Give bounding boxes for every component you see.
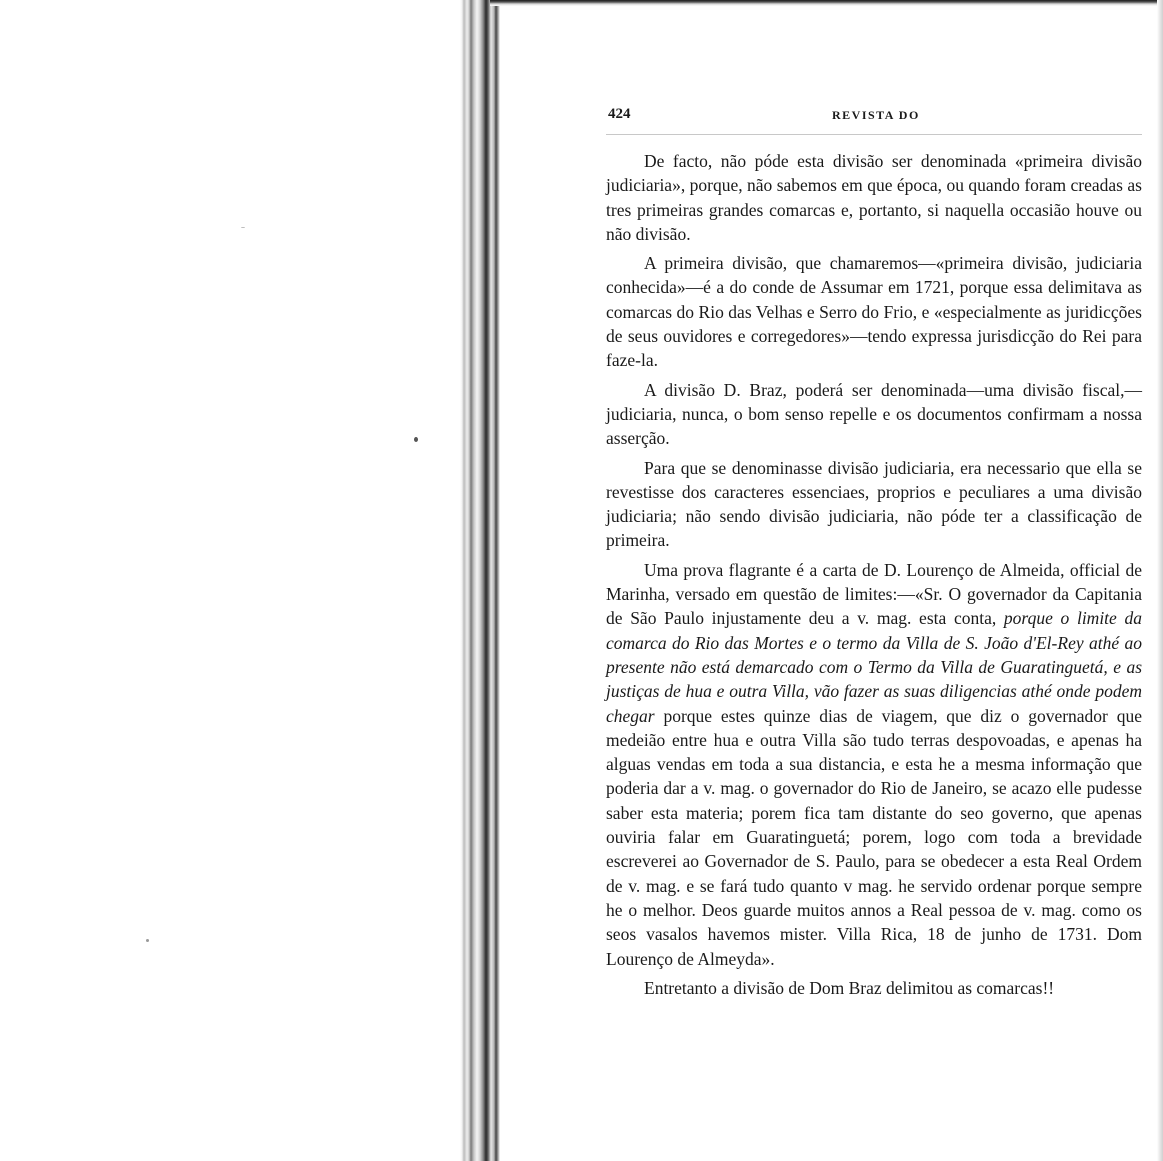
book-gutter [460,0,500,1161]
page-top-edge [490,0,1163,6]
running-head [606,100,1142,135]
page-number: 424 [608,106,631,122]
paragraph [606,976,1142,1000]
text-segment: De facto, não póde esta divisão ser denominada «primeira divisão judiciaria», porque, não sabemos em que época, ou quando foram creadas as tres primeiras grandes comarcas e, portanto, si naquella occasião houve ou não divisão. [606,151,1142,244]
scan-speck [146,939,149,942]
body-text [606,149,1142,1000]
scan-speck [414,437,418,442]
page-right-edge [1157,0,1163,1161]
text-segment: A divisão D. Braz, poderá ser denominada—uma divisão fiscal,—judiciaria, nunca, o bom senso repelle e os documentos confirmam a nossa asserção. [606,379,1142,449]
italic-quote-segment: porque o limite da comarca do Rio das Mortes e o termo da Villa de S. João d'El-Rey athé ao presente não está demarcado com o Termo da Villa de Guaratinguetá, e as justiças de hua e outra Villa, vão fazer as suas diligencias athé onde podem chegar [606,608,1142,726]
running-title: REVISTA DO [832,108,920,122]
text-segment: Entretanto a divisão de Dom Braz delimitou as comarcas!! [644,977,1055,998]
left-blank-page [0,0,462,1161]
text-segment: A primeira divisão, que chamaremos—«primeira divisão, judiciaria conhecida»—é a do conde de Assumar em 1721, porque essa delimitava as comarcas do Rio das Velhas e Serro do Frio, e «especialmente as juridicções de seus ouvidores e corregedores»—tendo expressa jurisdicção do Rei para faze-la. [606,253,1142,371]
paragraph [606,251,1142,372]
text-segment: Para que se denominasse divisão judiciaria, era necessario que ella se revestisse dos caracteres essenciaes, proprios e peculiares a uma divisão judiciaria; não sendo divisão judiciaria, não póde ter a classificação de primeira. [606,457,1142,551]
text-segment: porque estes quinze dias de viagem, que diz o governador que medeião entre hua e outra Villa são tudo terras despovoadas, e apenas ha alguas vendas em toda a sua distancia, e esta he a mesma informação que poderia dar a v. mag. o governador do Rio de Janeiro, se acazo elle pudesse saber esta materia; porem fica tam distante do seo governo, que apenas ouviria falar em Guaratinguetá; porem, logo com toda a brevidade escreverei ao Governador de S. Paulo, para se obedecer a esta Real Ordem de v. mag. e se fará tudo quanto v mag. he servido ordenar porque sempre he o melhor. Deos guarde muitos annos a Real pessoa de v. mag. como os seos vasalos havemos mister. Villa Rica, 18 de junho de 1731. Dom Lourenço de Almeyda». [606,705,1142,969]
paragraph [606,378,1142,451]
paragraph [606,558,1142,971]
text-segment: Uma prova flagrante é a carta de D. Lourenço de Almeida, official de Marinha, versado em questão de limites:—«Sr. O governador da Capitania de São Paulo injustamente deu a v. mag. esta conta, [606,559,1142,629]
scan-speck [241,227,245,228]
paragraph [606,149,1142,246]
paragraph [606,456,1142,553]
text-page [606,100,1142,1000]
